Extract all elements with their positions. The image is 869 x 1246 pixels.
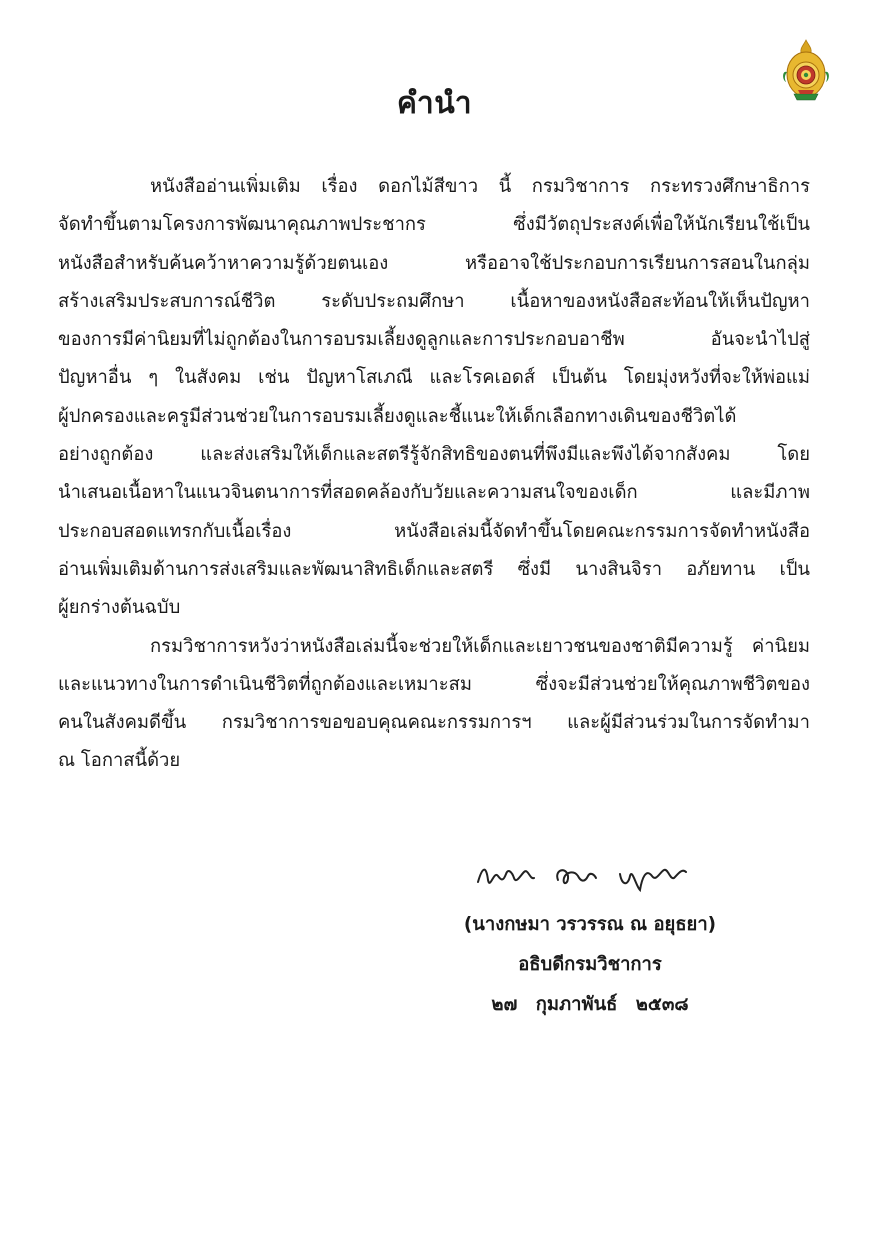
paragraph-2-line: คนในสังคมดีขึ้น กรมวิชาการขอขอบคุณคณะกรรมการฯ และผู้มีส่วนร่วมในการจัดทำมา [58, 712, 810, 734]
paragraph-1-line: ปัญหาอื่น ๆ ในสังคม เช่น ปัญหาโสเภณี และโรคเอดส์ เป็นต้น โดยมุ่งหวังที่จะให้พ่อแม่ [58, 367, 810, 389]
paragraph-1-line: หนังสือสำหรับค้นคว้าหาความรู้ด้วยตนเอง หรืออาจใช้ประกอบการเรียนการสอนในกลุ่ม [58, 252, 810, 274]
signatory-name: (นางกษมา วรวรรณ ณ อยุธยา) [463, 914, 717, 935]
paragraph-1-line: จัดทำขึ้นตามโครงการพัฒนาคุณภาพประชากร ซึ่งมีวัตถุประสงค์เพื่อให้นักเรียนใช้เป็น [58, 214, 810, 236]
paragraph-2-line: กรมวิชาการหวังว่าหนังสือเล่มนี้จะช่วยให้เด็กและเยาวชนของชาติมีความรู้ ค่านิยม [150, 635, 810, 657]
page-title: คำนำ [396, 86, 473, 121]
paragraph-1-line: ประกอบสอดแทรกกับเนื้อเรื่อง หนังสือเล่มนี้จัดทำขึ้นโดยคณะกรรมการจัดทำหนังสือ [58, 520, 810, 542]
signature-date: ๒๗ กุมภาพันธ์ ๒๕๓๘ [491, 994, 689, 1015]
body-text [58, 168, 810, 781]
paragraph-1-line: ของการมีค่านิยมที่ไม่ถูกต้องในการอบรมเลี้ยงดูลูกและการประกอบอาชีพ อันจะนำไปสู่ [58, 329, 810, 351]
paragraph-1-line: นำเสนอเนื้อหาในแนวจินตนาการที่สอดคล้องกับวัยและความสนใจของเด็ก และมีภาพ [58, 482, 810, 504]
paragraph-2-line: และแนวทางในการดำเนินชีวิตที่ถูกต้องและเหมาะสม ซึ่งจะมีส่วนช่วยให้คุณภาพชีวิตของ [58, 673, 810, 695]
paragraph-1-line: สร้างเสริมประสบการณ์ชีวิต ระดับประถมศึกษา เนื้อหาของหนังสือสะท้อนให้เห็นปัญหา [58, 290, 810, 312]
paragraph-1-line: ผู้ปกครองและครูมีส่วนช่วยในการอบรมเลี้ยงดูและชี้แนะให้เด็กเลือกทางเดินของชีวิตได้ [58, 405, 737, 427]
signature-block [420, 905, 760, 1025]
paragraph-1-line: ผู้ยกร่างต้นฉบับ [58, 597, 181, 619]
paragraph-2-line: ณ โอกาสนี้ด้วย [58, 750, 181, 772]
paragraph-1-line: หนังสืออ่านเพิ่มเติม เรื่อง ดอกไม้สีขาว นี้ กรมวิชาการ กระทรวงศึกษาธิการ [150, 176, 810, 197]
handwritten-signature [470, 850, 700, 900]
paragraph-1-line: อย่างถูกต้อง และส่งเสริมให้เด็กและสตรีรู้จักสิทธิของตนที่พึงมีและพึงได้จากสังคม โดย [58, 444, 810, 466]
paragraph-1-line: อ่านเพิ่มเติมด้านการส่งเสริมและพัฒนาสิทธิเด็กและสตรี ซึ่งมี นางสินจิรา อภัยทาน เป็น [58, 558, 810, 580]
signatory-position: อธิบดีกรมวิชาการ [518, 954, 662, 975]
